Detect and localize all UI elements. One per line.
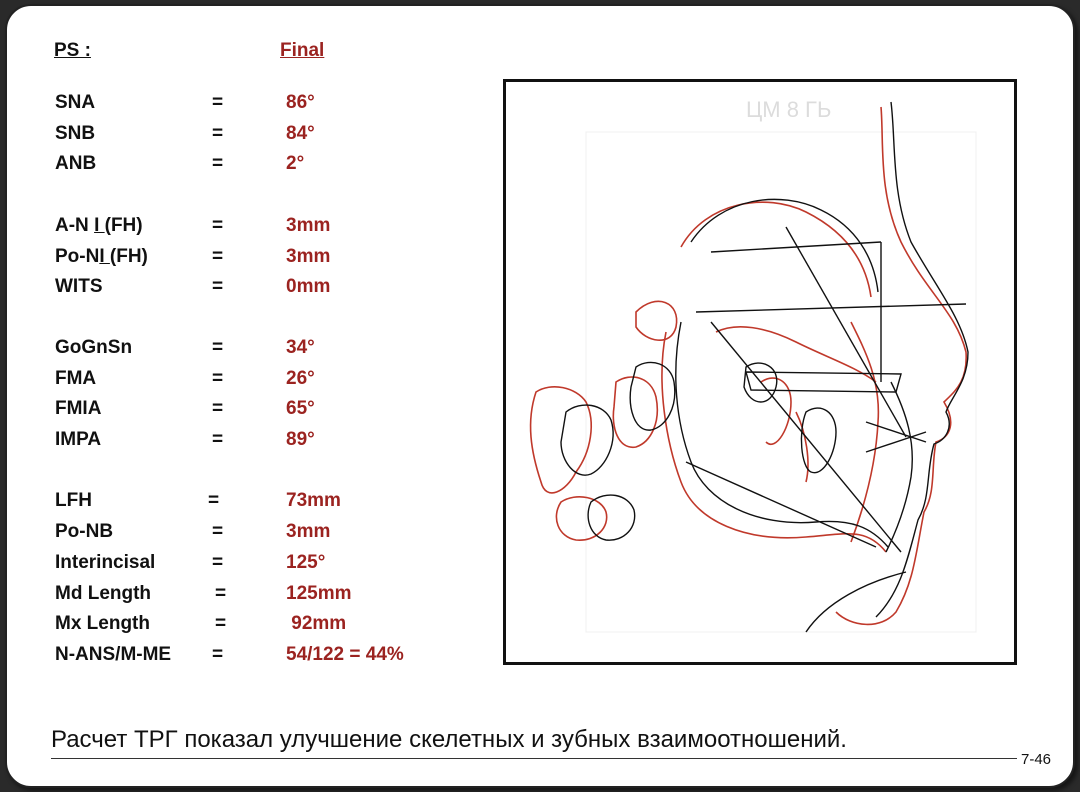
measurement-value: 3mm bbox=[286, 246, 331, 267]
equals-sign: = bbox=[212, 429, 224, 450]
perpendicular-mark: I bbox=[94, 215, 105, 236]
red-soft-tissue-profile bbox=[836, 107, 966, 624]
red-cranial-base bbox=[681, 202, 871, 297]
measurement-label: Po-NB bbox=[55, 521, 114, 542]
measurement-value: 2° bbox=[286, 153, 305, 174]
equals-sign: = bbox=[212, 123, 224, 144]
measurement-row-wits bbox=[55, 276, 475, 304]
red-orbit-shape bbox=[636, 301, 677, 340]
occlusal-box bbox=[746, 372, 901, 392]
equals-sign: = bbox=[208, 490, 220, 511]
measurement-value: 26° bbox=[286, 368, 315, 389]
black-tracing bbox=[561, 102, 968, 632]
measurement-row-gogngn bbox=[55, 337, 475, 365]
incisor-axis bbox=[866, 422, 926, 442]
red-vertebra bbox=[556, 497, 606, 540]
final-header: Final bbox=[280, 40, 325, 61]
measurement-value: 84° bbox=[286, 123, 315, 144]
equals-sign: = bbox=[215, 613, 227, 634]
measurement-value: 125° bbox=[286, 552, 326, 573]
measurement-value: 3mm bbox=[286, 215, 331, 236]
slide-caption: Расчет ТРГ показал улучшение скелетных и зубных взаимоотношений. bbox=[51, 726, 847, 753]
equals-sign: = bbox=[212, 246, 224, 267]
tracing-drawing bbox=[506, 82, 1008, 656]
black-vertebra bbox=[630, 362, 675, 430]
incisor-axis bbox=[866, 432, 926, 452]
cephalometric-tracing bbox=[503, 79, 1017, 665]
equals-sign: = bbox=[212, 92, 224, 113]
measurement-value: 92mm bbox=[286, 613, 347, 634]
measurement-label: IMPA bbox=[55, 429, 102, 450]
measurement-row-anb bbox=[55, 153, 475, 181]
faint-label: ЦМ 8 ГЬ bbox=[746, 97, 832, 122]
equals-sign: = bbox=[212, 521, 224, 542]
measurement-row-a-n-perp bbox=[55, 215, 475, 243]
measurement-label: N-ANS/M-ME bbox=[55, 644, 172, 665]
black-vertebra bbox=[588, 495, 635, 540]
measurement-row-mx-length bbox=[55, 613, 475, 641]
equals-sign: = bbox=[212, 552, 224, 573]
measurement-value: 73mm bbox=[286, 490, 341, 511]
label-part: (FH) bbox=[104, 215, 143, 236]
measurement-row-n-ans-m-me bbox=[55, 644, 475, 672]
perpendicular-mark: I bbox=[99, 246, 110, 267]
measurement-label: ANB bbox=[55, 153, 97, 174]
measurement-label: SNB bbox=[55, 123, 96, 144]
measurement-value: 65° bbox=[286, 398, 315, 419]
measurement-row-sna bbox=[55, 92, 475, 120]
measurement-label: FMA bbox=[55, 368, 97, 389]
measurement-row-fmia bbox=[55, 398, 475, 426]
red-mandible bbox=[662, 332, 886, 552]
measurement-value: 54/122 = 44% bbox=[286, 644, 404, 665]
measurement-row-snb bbox=[55, 123, 475, 151]
slide bbox=[5, 4, 1075, 788]
black-vertebra bbox=[561, 405, 613, 475]
page-number: 7-46 bbox=[1021, 751, 1052, 768]
red-vertebra bbox=[613, 377, 657, 447]
measurement-row-md-length bbox=[55, 583, 475, 611]
equals-sign: = bbox=[212, 644, 224, 665]
footer-divider bbox=[51, 758, 1017, 759]
measurement-label: WITS bbox=[55, 276, 103, 297]
measurement-label bbox=[55, 215, 143, 237]
measurement-row-interincisal bbox=[55, 552, 475, 580]
measurement-label: Md Length bbox=[55, 583, 152, 604]
equals-sign: = bbox=[215, 583, 227, 604]
equals-sign: = bbox=[212, 215, 224, 236]
measurement-label: FMIA bbox=[55, 398, 102, 419]
measurement-value: 34° bbox=[286, 337, 315, 358]
measurement-row-po-nb bbox=[55, 521, 475, 549]
label-part: A-N bbox=[55, 215, 95, 236]
measurement-label: GoGnSn bbox=[55, 337, 133, 358]
ramus-line bbox=[686, 462, 876, 547]
faint-border bbox=[586, 132, 976, 632]
ps-header: PS : bbox=[54, 40, 91, 61]
equals-sign: = bbox=[212, 398, 224, 419]
mandibular-plane bbox=[711, 322, 901, 552]
measurement-row-impa bbox=[55, 429, 475, 457]
measurement-label: Interincisal bbox=[55, 552, 156, 573]
equals-sign: = bbox=[212, 337, 224, 358]
label-part: (FH) bbox=[109, 246, 148, 267]
measurement-value: 86° bbox=[286, 92, 315, 113]
black-soft-tissue-profile bbox=[876, 102, 968, 617]
measurement-label bbox=[55, 246, 148, 268]
measurement-value: 89° bbox=[286, 429, 315, 450]
n-b-line bbox=[786, 227, 906, 437]
measurement-value: 0mm bbox=[286, 276, 331, 297]
measurement-row-fma bbox=[55, 368, 475, 396]
equals-sign: = bbox=[212, 153, 224, 174]
equals-sign: = bbox=[212, 368, 224, 389]
label-part: Po-N bbox=[55, 246, 100, 267]
measurement-row-po-n-perp bbox=[55, 246, 475, 274]
equals-sign: = bbox=[212, 276, 224, 297]
measurement-value: 125mm bbox=[286, 583, 352, 604]
measurement-label: LFH bbox=[55, 490, 92, 511]
measurement-value: 3mm bbox=[286, 521, 331, 542]
black-molar bbox=[801, 408, 836, 473]
measurement-label: SNA bbox=[55, 92, 96, 113]
measurement-label: Mx Length bbox=[55, 613, 150, 634]
measurement-row-lfh bbox=[55, 490, 475, 518]
